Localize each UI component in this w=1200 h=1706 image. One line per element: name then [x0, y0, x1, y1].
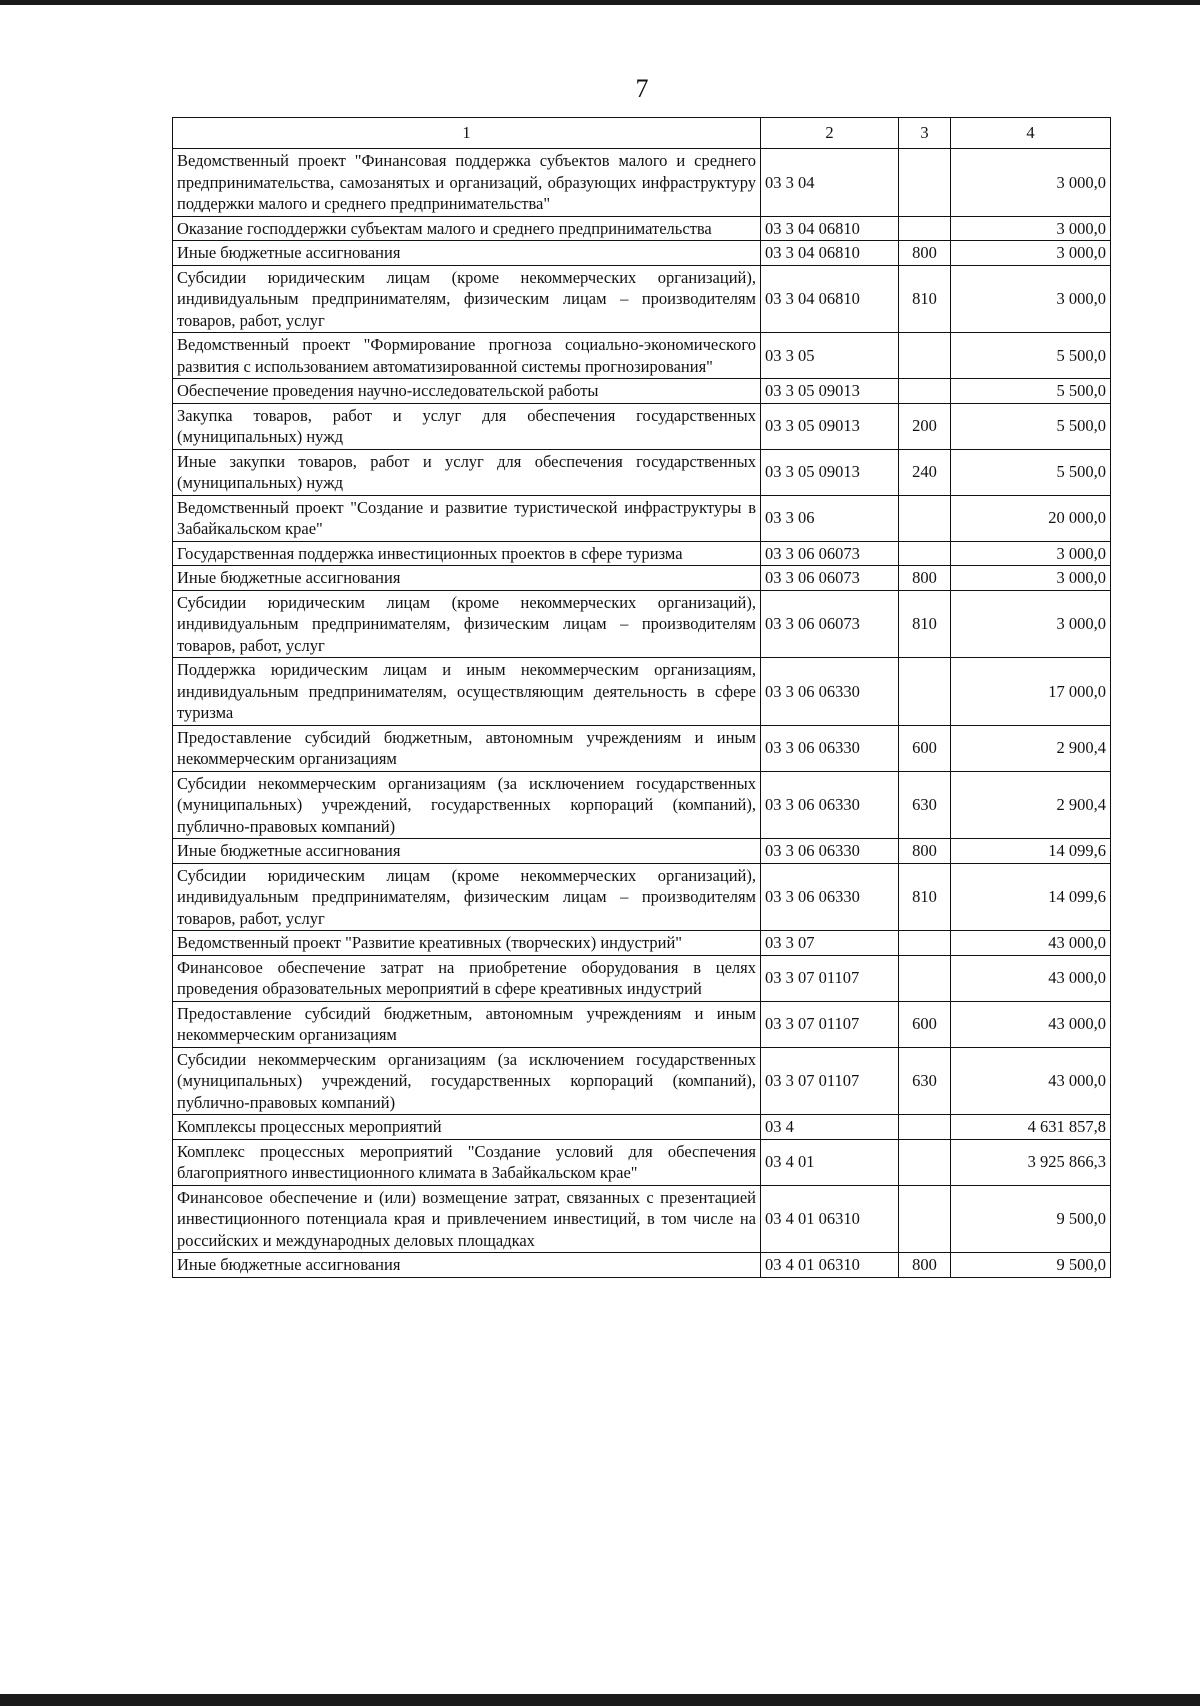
row-name: Финансовое обеспечение затрат на приобретение оборудования в целях проведения образовательных мероприятий в сфере креативных индустрий: [173, 955, 761, 1001]
table-row: [173, 863, 1111, 931]
row-name: Иные бюджетные ассигнования: [173, 839, 761, 864]
row-code: 03 3 06 06073: [761, 541, 899, 566]
row-name: Комплекс процессных мероприятий "Создание условий для обеспечения благоприятного инвестиционного климата в Забайкальском крае": [173, 1139, 761, 1185]
row-amount: 14 099,6: [951, 839, 1111, 864]
row-amount: 43 000,0: [951, 931, 1111, 956]
row-code: 03 3 05 09013: [761, 379, 899, 404]
row-name: Иные бюджетные ассигнования: [173, 1253, 761, 1278]
row-expense-type: 800: [899, 566, 951, 591]
row-amount: 17 000,0: [951, 658, 1111, 726]
row-expense-type: 200: [899, 403, 951, 449]
row-expense-type: [899, 1115, 951, 1140]
row-expense-type: 600: [899, 725, 951, 771]
row-expense-type: [899, 495, 951, 541]
row-code: 03 3 07 01107: [761, 1001, 899, 1047]
row-name: Ведомственный проект "Развитие креативных (творческих) индустрий": [173, 931, 761, 956]
row-name: Оказание господдержки субъектам малого и среднего предпринимательства: [173, 216, 761, 241]
row-amount: 14 099,6: [951, 863, 1111, 931]
row-expense-type: 800: [899, 839, 951, 864]
row-amount: 3 000,0: [951, 566, 1111, 591]
row-expense-type: [899, 333, 951, 379]
row-name: Субсидии юридическим лицам (кроме некоммерческих организаций), индивидуальным предпринимателям, физическим лицам – производителям товаров, работ, услуг: [173, 265, 761, 333]
row-amount: 3 000,0: [951, 241, 1111, 266]
row-expense-type: 800: [899, 241, 951, 266]
table-row: [173, 1001, 1111, 1047]
header-col-4: 4: [951, 118, 1111, 149]
row-name: Иные бюджетные ассигнования: [173, 566, 761, 591]
table-row: [173, 149, 1111, 217]
row-amount: 2 900,4: [951, 725, 1111, 771]
row-expense-type: 810: [899, 863, 951, 931]
table-row: [173, 955, 1111, 1001]
table-row: [173, 216, 1111, 241]
row-expense-type: [899, 1185, 951, 1253]
table-row: [173, 590, 1111, 658]
table-row: [173, 1047, 1111, 1115]
row-name: Финансовое обеспечение и (или) возмещение затрат, связанных с презентацией инвестиционного потенциала края и привлечением инвестиций, в том числе на российских и международных деловых площадках: [173, 1185, 761, 1253]
row-amount: 3 000,0: [951, 541, 1111, 566]
table-row: [173, 265, 1111, 333]
row-code: 03 3 04 06810: [761, 265, 899, 333]
header-row: [173, 118, 1111, 149]
row-code: 03 3 07: [761, 931, 899, 956]
row-amount: 5 500,0: [951, 333, 1111, 379]
table-row: [173, 839, 1111, 864]
row-code: 03 3 05 09013: [761, 403, 899, 449]
row-expense-type: [899, 931, 951, 956]
table-row: [173, 658, 1111, 726]
row-name: Государственная поддержка инвестиционных проектов в сфере туризма: [173, 541, 761, 566]
row-name: Предоставление субсидий бюджетным, автономным учреждениям и иным некоммерческим организациям: [173, 725, 761, 771]
row-expense-type: 630: [899, 771, 951, 839]
table-row: [173, 379, 1111, 404]
row-amount: 43 000,0: [951, 1047, 1111, 1115]
row-expense-type: [899, 658, 951, 726]
row-expense-type: 810: [899, 590, 951, 658]
table-row: [173, 931, 1111, 956]
row-code: 03 3 06 06330: [761, 658, 899, 726]
table-row: [173, 566, 1111, 591]
row-name: Субсидии юридическим лицам (кроме некоммерческих организаций), индивидуальным предпринимателям, физическим лицам – производителям товаров, работ, услуг: [173, 590, 761, 658]
row-name: Предоставление субсидий бюджетным, автономным учреждениям и иным некоммерческим организациям: [173, 1001, 761, 1047]
row-name: Иные закупки товаров, работ и услуг для обеспечения государственных (муниципальных) нужд: [173, 449, 761, 495]
row-code: 03 3 06: [761, 495, 899, 541]
row-code: 03 3 06 06330: [761, 863, 899, 931]
row-amount: 5 500,0: [951, 449, 1111, 495]
row-amount: 43 000,0: [951, 1001, 1111, 1047]
row-expense-type: 240: [899, 449, 951, 495]
row-expense-type: 810: [899, 265, 951, 333]
row-amount: 3 000,0: [951, 590, 1111, 658]
row-amount: 9 500,0: [951, 1253, 1111, 1278]
row-code: 03 3 05: [761, 333, 899, 379]
row-code: 03 4 01 06310: [761, 1185, 899, 1253]
table-row: [173, 541, 1111, 566]
row-name: Ведомственный проект "Финансовая поддержка субъектов малого и среднего предпринимательства, самозанятых и организаций, образующих инфраструктуру поддержки малого и среднего предпринимательства": [173, 149, 761, 217]
row-name: Обеспечение проведения научно-исследовательской работы: [173, 379, 761, 404]
row-amount: 43 000,0: [951, 955, 1111, 1001]
row-expense-type: 630: [899, 1047, 951, 1115]
table-row: [173, 241, 1111, 266]
table-row: [173, 1115, 1111, 1140]
row-code: 03 3 06 06073: [761, 566, 899, 591]
budget-table: [172, 117, 1111, 1278]
scan-top-edge: [0, 0, 1200, 5]
row-expense-type: [899, 216, 951, 241]
row-expense-type: [899, 955, 951, 1001]
row-name: Закупка товаров, работ и услуг для обеспечения государственных (муниципальных) нужд: [173, 403, 761, 449]
table-row: [173, 495, 1111, 541]
row-code: 03 3 06 06330: [761, 839, 899, 864]
row-amount: 20 000,0: [951, 495, 1111, 541]
row-name: Иные бюджетные ассигнования: [173, 241, 761, 266]
row-code: 03 4 01: [761, 1139, 899, 1185]
row-amount: 3 000,0: [951, 216, 1111, 241]
header-col-2: 2: [761, 118, 899, 149]
row-name: Поддержка юридическим лицам и иным некоммерческим организациям, индивидуальным предпринимателям, осуществляющим деятельность в сфере туризма: [173, 658, 761, 726]
row-name: Субсидии юридическим лицам (кроме некоммерческих организаций), индивидуальным предпринимателям, физическим лицам – производителям товаров, работ, услуг: [173, 863, 761, 931]
row-code: 03 3 07 01107: [761, 955, 899, 1001]
row-code: 03 3 05 09013: [761, 449, 899, 495]
table-body: [173, 149, 1111, 1278]
row-amount: 5 500,0: [951, 379, 1111, 404]
row-expense-type: [899, 149, 951, 217]
row-amount: 3 000,0: [951, 149, 1111, 217]
row-code: 03 3 04: [761, 149, 899, 217]
row-code: 03 3 04 06810: [761, 216, 899, 241]
table-row: [173, 403, 1111, 449]
page-number: 7: [635, 74, 649, 103]
row-amount: 2 900,4: [951, 771, 1111, 839]
table-row: [173, 449, 1111, 495]
table-row: [173, 771, 1111, 839]
table-row: [173, 725, 1111, 771]
table-row: [173, 1139, 1111, 1185]
row-amount: 9 500,0: [951, 1185, 1111, 1253]
row-code: 03 4: [761, 1115, 899, 1140]
row-name: Субсидии некоммерческим организациям (за исключением государственных (муниципальных) учреждений, государственных корпораций (компаний), публично-правовых компаний): [173, 1047, 761, 1115]
header-col-1: 1: [173, 118, 761, 149]
row-amount: 3 925 866,3: [951, 1139, 1111, 1185]
row-amount: 5 500,0: [951, 403, 1111, 449]
row-code: 03 3 06 06073: [761, 590, 899, 658]
row-expense-type: [899, 1139, 951, 1185]
scan-bottom-edge: [0, 1694, 1200, 1706]
row-expense-type: [899, 379, 951, 404]
row-code: 03 3 07 01107: [761, 1047, 899, 1115]
row-name: Ведомственный проект "Создание и развитие туристической инфраструктуры в Забайкальском крае": [173, 495, 761, 541]
header-col-3: 3: [899, 118, 951, 149]
row-name: Ведомственный проект "Формирование прогноза социально-экономического развития с использованием автоматизированной системы прогнозирования": [173, 333, 761, 379]
table-row: [173, 1185, 1111, 1253]
row-expense-type: [899, 541, 951, 566]
row-code: 03 4 01 06310: [761, 1253, 899, 1278]
row-expense-type: 800: [899, 1253, 951, 1278]
row-expense-type: 600: [899, 1001, 951, 1047]
table-row: [173, 333, 1111, 379]
row-amount: 4 631 857,8: [951, 1115, 1111, 1140]
table-row: [173, 1253, 1111, 1278]
row-amount: 3 000,0: [951, 265, 1111, 333]
row-code: 03 3 04 06810: [761, 241, 899, 266]
row-code: 03 3 06 06330: [761, 725, 899, 771]
row-code: 03 3 06 06330: [761, 771, 899, 839]
row-name: Субсидии некоммерческим организациям (за исключением государственных (муниципальных) учреждений, государственных корпораций (компаний), публично-правовых компаний): [173, 771, 761, 839]
row-name: Комплексы процессных мероприятий: [173, 1115, 761, 1140]
